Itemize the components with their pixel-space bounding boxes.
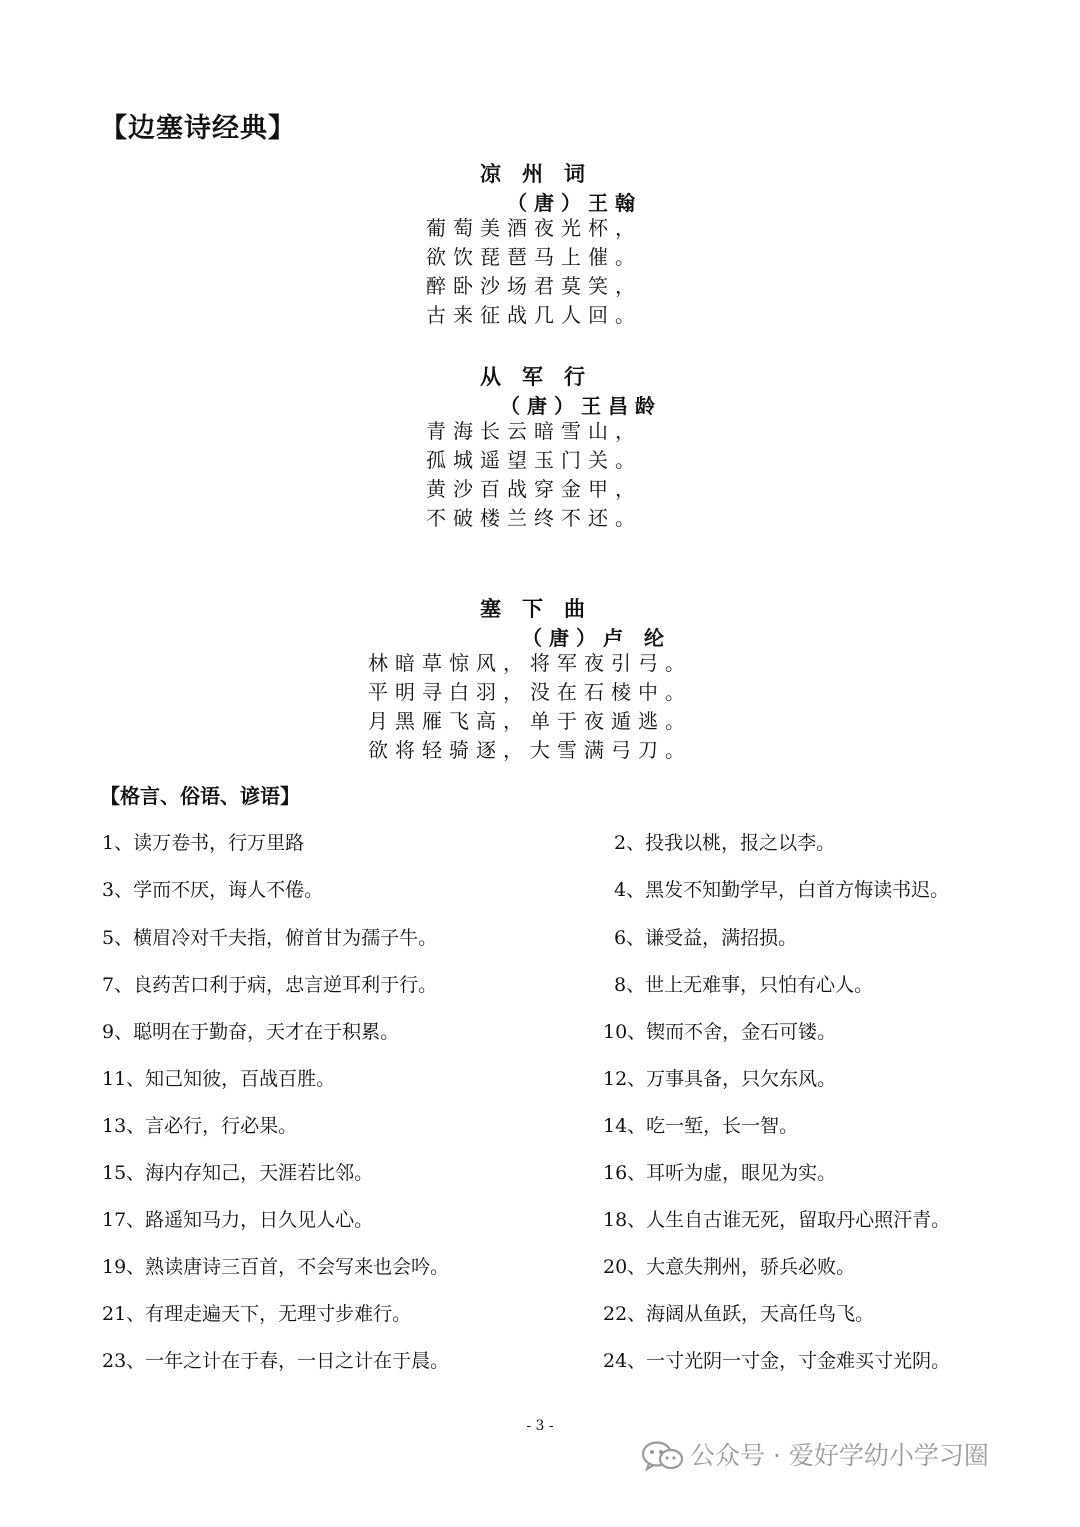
saying-item: 13、言必行，行必果。 bbox=[102, 1115, 298, 1137]
saying-item: 21、有理走遍天下，无理寸步难行。 bbox=[102, 1303, 412, 1325]
poem-author: （唐）王翰 bbox=[507, 191, 642, 215]
poem-author: （唐）王昌龄 bbox=[500, 394, 662, 418]
poem-title: 从军行 bbox=[480, 365, 606, 389]
poem-line: 平明寻白羽，没在石棱中。 bbox=[368, 680, 692, 704]
poem-line: 葡萄美酒夜光杯， bbox=[426, 216, 642, 240]
poem-line: 欲饮琵琶马上催。 bbox=[426, 245, 642, 269]
poem-line: 黄沙百战穿金甲， bbox=[426, 477, 642, 501]
saying-item: 8、世上无难事，只怕有心人。 bbox=[614, 974, 874, 996]
saying-item: 17、路遥知马力，日久见人心。 bbox=[102, 1209, 374, 1231]
saying-item: 23、一年之计在于春，一日之计在于晨。 bbox=[102, 1350, 450, 1372]
saying-item: 18、人生自古谁无死，留取丹心照汗青。 bbox=[603, 1209, 951, 1231]
poem-line: 醉卧沙场君莫笑， bbox=[426, 274, 642, 298]
saying-item: 4、黑发不知勤学早，白首方悔读书迟。 bbox=[614, 879, 950, 901]
poem-line: 孤城遥望玉门关。 bbox=[426, 448, 642, 472]
section-heading-frontier-poems: 【边塞诗经典】 bbox=[100, 113, 296, 144]
poem-title: 塞下曲 bbox=[480, 597, 606, 621]
saying-item: 5、横眉冷对千夫指，俯首甘为孺子牛。 bbox=[102, 927, 438, 949]
poem-line: 月黑雁飞高，单于夜遁逃。 bbox=[368, 709, 692, 733]
saying-item: 11、知己知彼，百战百胜。 bbox=[102, 1068, 336, 1090]
wechat-icon bbox=[640, 1440, 686, 1472]
section-heading-sayings: 【格言、俗语、谚语】 bbox=[100, 784, 300, 808]
poem-line: 欲将轻骑逐，大雪满弓刀。 bbox=[368, 738, 692, 762]
saying-item: 24、一寸光阴一寸金，寸金难买寸光阴。 bbox=[603, 1350, 951, 1372]
saying-item: 2、投我以桃，报之以李。 bbox=[614, 832, 836, 854]
saying-item: 16、耳听为虚，眼见为实。 bbox=[603, 1162, 837, 1184]
saying-item: 22、海阔从鱼跃，天高任鸟飞。 bbox=[603, 1303, 875, 1325]
poem-title: 凉州词 bbox=[480, 162, 606, 186]
saying-item: 19、熟读唐诗三百首，不会写来也会吟。 bbox=[102, 1256, 450, 1278]
saying-item: 9、聪明在于勤奋，天才在于积累。 bbox=[102, 1021, 400, 1043]
saying-item: 14、吃一堑，长一智。 bbox=[603, 1115, 799, 1137]
saying-item: 1、读万卷书，行万里路 bbox=[102, 832, 305, 854]
saying-item: 20、大意失荆州，骄兵必败。 bbox=[603, 1256, 856, 1278]
poem-line: 古来征战几人回。 bbox=[426, 303, 642, 327]
watermark-text: 公众号 · 爱好学幼小学习圈 bbox=[690, 1441, 989, 1470]
poem-author: （唐）卢 纶 bbox=[522, 626, 671, 650]
poem-line: 林暗草惊风，将军夜引弓。 bbox=[368, 651, 692, 675]
poem-line: 青海长云暗雪山， bbox=[426, 419, 642, 443]
saying-item: 3、学而不厌，诲人不倦。 bbox=[102, 879, 324, 901]
saying-item: 12、万事具备，只欠东风。 bbox=[603, 1068, 837, 1090]
saying-item: 15、海内存知己，天涯若比邻。 bbox=[102, 1162, 374, 1184]
page-number: - 3 - bbox=[526, 1418, 554, 1434]
saying-item: 7、良药苦口利于病，忠言逆耳利于行。 bbox=[102, 974, 438, 996]
saying-item: 10、锲而不舍，金石可镂。 bbox=[603, 1021, 837, 1043]
poem-line: 不破楼兰终不还。 bbox=[426, 506, 642, 530]
saying-item: 6、谦受益，满招损。 bbox=[614, 927, 798, 949]
